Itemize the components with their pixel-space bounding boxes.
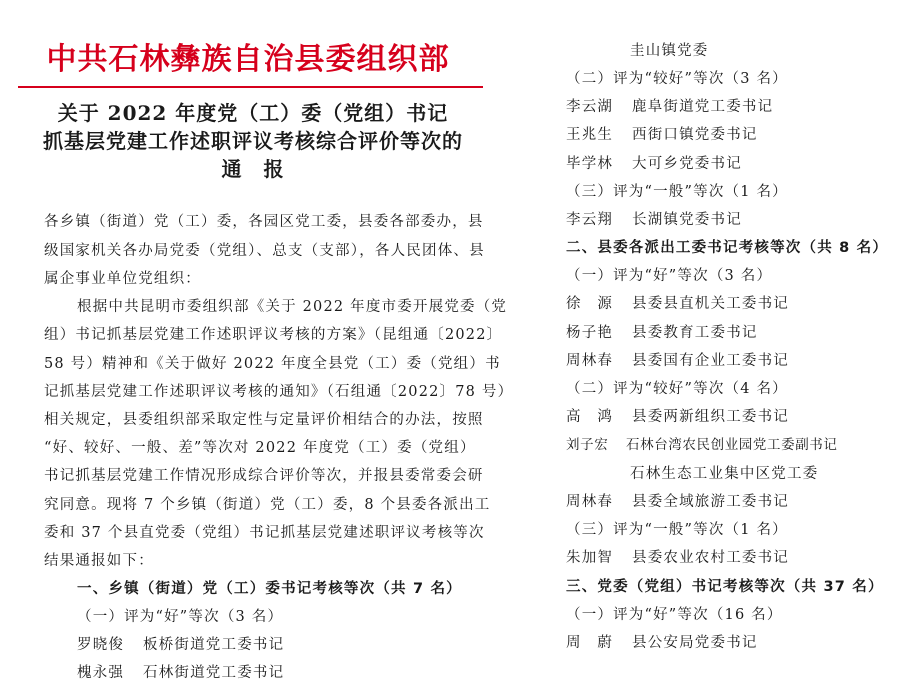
- doc-title-line-2: 抓基层党建工作述职评议考核综合评价等次的: [43, 129, 463, 153]
- list-item: [566, 433, 838, 453]
- continuation-line: 石林生态工业集中区党工委: [630, 466, 819, 482]
- body-paragraph-line: 书记抓基层党建工作情况形成综合评价等次，并报县委常委会研: [44, 468, 484, 484]
- list-item: [566, 631, 758, 652]
- list-item: [566, 349, 789, 370]
- person-role: 县委教育工委书记: [632, 325, 758, 341]
- person-name: 周林春: [566, 494, 614, 510]
- grade-heading: （三）评为“一般”等次（1 名）: [566, 184, 788, 200]
- list-item: [566, 405, 789, 426]
- address-line: 级国家机关各办局党委（党组）、总支（支部），各人民团体、县: [44, 243, 485, 259]
- continuation-line: 圭山镇党委: [630, 43, 709, 59]
- person-role: 石林台湾农民创业园党工委副书记: [626, 437, 838, 453]
- person-name: 高 鸿: [566, 409, 614, 425]
- list-item: [566, 123, 758, 144]
- body-paragraph-line: 根据中共昆明市委组织部《关于 2022 年度市委开展党委（党: [77, 299, 508, 315]
- person-role: 大可乡党委书记: [632, 156, 742, 172]
- person-name: 周 蔚: [566, 635, 614, 651]
- person-role: 县委农业农村工委书记: [632, 550, 789, 566]
- list-item: [566, 321, 758, 342]
- section-heading: 二、县委各派出工委书记考核等次（共 8 名）: [566, 240, 889, 256]
- body-paragraph-line: 组）书记抓基层党建工作述职评议考核的方案》（昆组通〔2022〕: [44, 327, 503, 343]
- list-item: [566, 490, 789, 511]
- person-role: 长湖镇党委书记: [632, 212, 742, 228]
- grade-heading: （一）评为“好”等次（3 名）: [77, 609, 284, 625]
- section-heading: 一、乡镇（街道）党（工）委书记考核等次（共 7 名）: [77, 581, 462, 597]
- body-paragraph-line: 究同意。现将 7 个乡镇（街道）党（工）委，8 个县委各派出工: [44, 497, 491, 513]
- person-name: 刘子宏: [566, 437, 609, 453]
- person-role: 县委县直机关工委书记: [632, 296, 789, 312]
- grade-heading: （一）评为“好”等次（3 名）: [566, 268, 773, 284]
- person-name: 杨子艳: [566, 325, 614, 341]
- body-paragraph-line: 58 号）精神和《关于做好 2022 年度全县党（工）委（党组）书: [44, 356, 501, 372]
- grade-heading: （二）评为“较好”等次（4 名）: [566, 381, 788, 397]
- person-role: 县委全域旅游工委书记: [632, 494, 789, 510]
- body-paragraph-line: “好、较好、一般、差”等次对 2022 年度党（工）委（党组）: [44, 440, 476, 456]
- person-role: 西街口镇党委书记: [632, 127, 758, 143]
- list-item: [566, 546, 789, 567]
- body-paragraph-line: 委和 37 个县直党委（党组）书记抓基层党建述职评议考核等次: [44, 525, 485, 541]
- grade-heading: （三）评为“一般”等次（1 名）: [566, 522, 788, 538]
- person-name: 周林春: [566, 353, 614, 369]
- list-item: [77, 661, 284, 682]
- person-role: 板桥街道党工委书记: [143, 637, 285, 653]
- person-name: 徐 源: [566, 296, 614, 312]
- body-paragraph-line: 相关规定，县委组织部采取定性与定量评价相结合的办法，按照: [44, 412, 484, 428]
- person-role: 县委国有企业工委书记: [632, 353, 789, 369]
- address-line: 各乡镇（街道）党（工）委，各园区党工委，县委各部委办，县: [44, 214, 484, 230]
- person-role: 石林街道党工委书记: [143, 665, 285, 681]
- doc-title-line-1: 关于 2022 年度党（工）委（党组）书记: [57, 101, 449, 125]
- body-paragraph-line: 记抓基层党建工作述职评议考核的通知》（石组通〔2022〕78 号）: [44, 384, 514, 400]
- grade-heading: （二）评为“较好”等次（3 名）: [566, 71, 788, 87]
- list-item: [566, 208, 742, 229]
- person-name: 李云湖: [566, 99, 614, 115]
- person-name: 李云翔: [566, 212, 614, 228]
- grade-heading: （一）评为“好”等次（16 名）: [566, 607, 783, 623]
- person-role: 鹿阜街道党工委书记: [632, 99, 774, 115]
- list-item: [566, 95, 773, 116]
- address-line: 属企事业单位党组织：: [44, 271, 201, 287]
- body-paragraph-line: 结果通报如下：: [44, 553, 154, 569]
- doc-title-line-3: 通 报: [221, 157, 285, 181]
- list-item: [566, 152, 742, 173]
- org-header: 中共石林彝族自治县委组织部: [46, 42, 450, 77]
- person-name: 王兆生: [566, 127, 614, 143]
- list-item: [77, 633, 284, 654]
- person-role: 县委两新组织工委书记: [632, 409, 789, 425]
- person-role: 县公安局党委书记: [632, 635, 758, 651]
- list-item: [566, 292, 789, 313]
- person-name: 罗晓俊: [77, 637, 125, 653]
- person-name: 槐永强: [77, 665, 125, 681]
- section-heading: 三、党委（党组）书记考核等次（共 37 名）: [566, 579, 884, 595]
- person-name: 朱加智: [566, 550, 614, 566]
- header-red-rule: [18, 86, 483, 88]
- person-name: 毕学林: [566, 156, 614, 172]
